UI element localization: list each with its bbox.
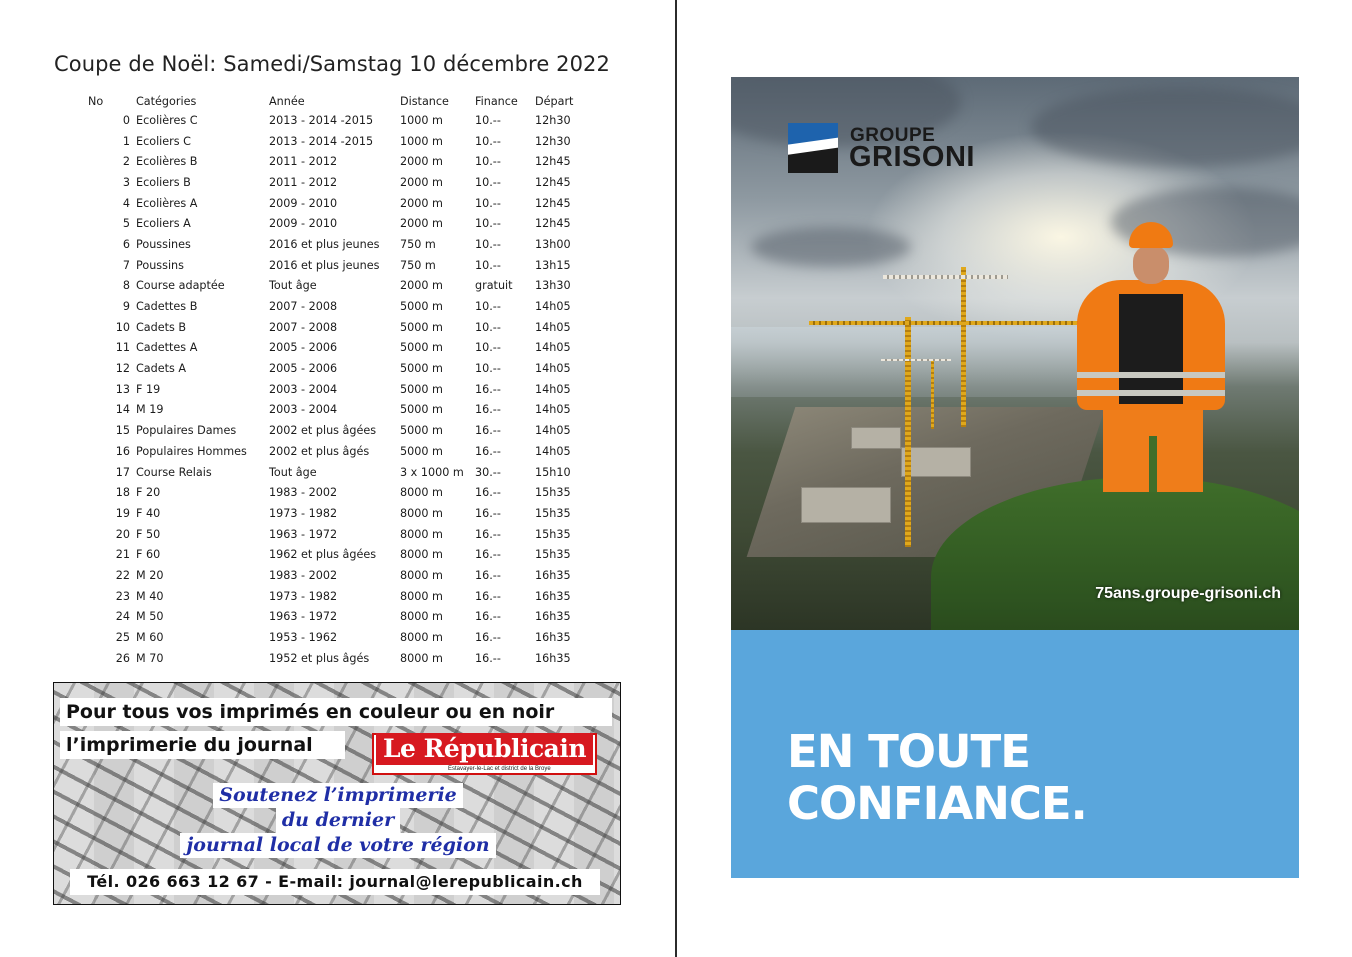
header-no: No	[88, 95, 104, 108]
table-row	[88, 462, 585, 483]
cell-category: Ecoliers C	[136, 134, 191, 148]
cell-distance: 8000 m	[400, 589, 443, 603]
table-row	[88, 213, 585, 234]
table-row	[88, 524, 585, 545]
cell-category: M 20	[136, 568, 164, 582]
ad-printing-text: Pour tous vos imprimés en couleur ou en noir	[60, 698, 612, 726]
cell-year: 2007 - 2008	[269, 300, 338, 314]
cell-no: 15	[115, 424, 130, 438]
cell-finance: 16.--	[475, 589, 501, 603]
cell-distance: 8000 m	[400, 548, 443, 562]
cell-finance: 16.--	[475, 506, 501, 520]
cell-year: Tout âge	[269, 279, 317, 293]
cell-finance: 16.--	[475, 527, 501, 541]
cell-no: 5	[122, 217, 130, 231]
cell-finance: 10.--	[475, 258, 501, 272]
cell-finance: 10.--	[475, 237, 501, 251]
cell-no: 7	[122, 258, 130, 272]
cell-no: 25	[115, 631, 130, 645]
cell-no: 24	[115, 610, 130, 624]
table-row	[88, 131, 585, 152]
cell-distance: 2000 m	[400, 217, 443, 231]
cell-no: 19	[115, 506, 130, 520]
cell-year: 1973 - 1982	[269, 506, 338, 520]
cell-distance: 8000 m	[400, 610, 443, 624]
table-row	[88, 482, 585, 503]
cell-no: 23	[115, 589, 130, 603]
cell-no: 26	[115, 651, 130, 665]
cell-finance: 16.--	[475, 382, 501, 396]
cell-no: 10	[115, 320, 130, 334]
cell-year: 2003 - 2004	[269, 403, 338, 417]
slogan-panel	[731, 630, 1299, 878]
cell-distance: 1000 m	[400, 134, 443, 148]
cell-departure: 15h35	[535, 506, 571, 520]
cell-no: 9	[122, 300, 130, 314]
cell-distance: 2000 m	[400, 175, 443, 189]
table-row	[88, 648, 585, 669]
cell-finance: 10.--	[475, 341, 501, 355]
cell-no: 11	[115, 341, 130, 355]
cell-finance: 10.--	[475, 362, 501, 376]
cell-year: 2005 - 2006	[269, 362, 338, 376]
cell-year: 2016 et plus jeunes	[269, 258, 380, 272]
table-header-row	[88, 93, 585, 110]
cell-category: Poussines	[136, 237, 191, 251]
cell-no: 20	[115, 527, 130, 541]
cell-finance: 16.--	[475, 631, 501, 645]
cell-no: 17	[115, 465, 130, 479]
table-row	[88, 255, 585, 276]
support-message	[108, 783, 568, 858]
grisoni-logo	[788, 123, 1018, 175]
construction-photo	[731, 77, 1299, 630]
cell-category: Cadets B	[136, 320, 187, 334]
cell-category: Course Relais	[136, 465, 212, 479]
cell-no: 6	[122, 237, 130, 251]
cell-finance: 30.--	[475, 465, 501, 479]
cell-finance: 16.--	[475, 610, 501, 624]
cell-year: 2005 - 2006	[269, 341, 338, 355]
worker-figure	[1061, 222, 1231, 492]
cell-category: Cadets A	[136, 362, 187, 376]
cell-no: 18	[115, 486, 130, 500]
cell-year: 1962 et plus âgées	[269, 548, 377, 562]
cell-category: Cadettes B	[136, 300, 198, 314]
slogan-line-2: CONFIANCE.	[787, 777, 1087, 830]
cell-finance: 10.--	[475, 300, 501, 314]
table-row	[88, 317, 585, 338]
table-row	[88, 338, 585, 359]
header-finance: Finance	[475, 95, 518, 108]
table-row	[88, 544, 585, 565]
cell-finance: 10.--	[475, 155, 501, 169]
cell-finance: 10.--	[475, 196, 501, 210]
header-categories: Catégories	[136, 95, 197, 108]
cell-no: 12	[115, 362, 130, 376]
cell-category: Populaires Hommes	[136, 444, 247, 458]
cell-finance: 16.--	[475, 403, 501, 417]
slogan-line-1: EN TOUTE	[787, 725, 1030, 778]
slogan	[787, 726, 1087, 830]
table-row	[88, 151, 585, 172]
cell-category: F 19	[136, 382, 161, 396]
cell-departure: 14h05	[535, 382, 571, 396]
cell-departure: 14h05	[535, 362, 571, 376]
cell-category: F 50	[136, 527, 161, 541]
table-row	[88, 110, 585, 131]
table-row	[88, 607, 585, 628]
cell-departure: 12h45	[535, 196, 571, 210]
support-line-3: journal local de votre région	[180, 833, 495, 858]
cell-departure: 14h05	[535, 300, 571, 314]
cell-distance: 750 m	[400, 237, 436, 251]
table-row	[88, 358, 585, 379]
cell-category: Ecolières C	[136, 113, 198, 127]
cell-year: 1952 et plus âgés	[269, 651, 370, 665]
cell-finance: 16.--	[475, 424, 501, 438]
cell-year: 2013 - 2014 -2015	[269, 113, 374, 127]
cell-year: 1963 - 1972	[269, 610, 338, 624]
cell-year: 2013 - 2014 -2015	[269, 134, 374, 148]
table-row	[88, 193, 585, 214]
republicain-logo-text: Le Républicain	[376, 733, 593, 765]
cell-departure: 16h35	[535, 651, 571, 665]
header-distance: Distance	[400, 95, 449, 108]
cell-category: Poussins	[136, 258, 184, 272]
cell-finance: 16.--	[475, 568, 501, 582]
cell-distance: 5000 m	[400, 300, 443, 314]
cell-departure: 13h00	[535, 237, 571, 251]
table-row	[88, 503, 585, 524]
republicain-ad	[53, 682, 621, 905]
grisoni-brand-line-1: GROUPE	[850, 125, 936, 146]
table-row	[88, 627, 585, 648]
page-title: Coupe de Noël: Samedi/Samstag 10 décembre 2022	[54, 52, 610, 76]
grisoni-logo-icon	[788, 123, 838, 173]
cell-distance: 1000 m	[400, 113, 443, 127]
cell-finance: 16.--	[475, 486, 501, 500]
grisoni-brand-line-2: GRISONI	[849, 141, 975, 173]
cell-distance: 5000 m	[400, 382, 443, 396]
cell-distance: 8000 m	[400, 506, 443, 520]
cell-distance: 2000 m	[400, 155, 443, 169]
cell-departure: 12h45	[535, 175, 571, 189]
cell-category: Ecoliers B	[136, 175, 191, 189]
cell-departure: 16h35	[535, 568, 571, 582]
ad-journal-text: l’imprimerie du journal	[60, 731, 345, 759]
cell-no: 22	[115, 568, 130, 582]
cell-category: Ecolières B	[136, 155, 198, 169]
table-row	[88, 565, 585, 586]
contact-info: Tél. 026 663 12 67 - E-mail: journal@lerepublicain.ch	[70, 869, 600, 895]
cell-departure: 14h05	[535, 341, 571, 355]
cell-departure: 16h35	[535, 610, 571, 624]
table-row	[88, 400, 585, 421]
cell-year: 1953 - 1962	[269, 631, 338, 645]
cell-departure: 12h45	[535, 217, 571, 231]
grisoni-url: 75ans.groupe-grisoni.ch	[1095, 585, 1281, 602]
cell-year: 1983 - 2002	[269, 486, 338, 500]
cell-year: 2011 - 2012	[269, 155, 338, 169]
cell-distance: 5000 m	[400, 341, 443, 355]
cell-category: F 40	[136, 506, 161, 520]
cell-category: M 70	[136, 651, 164, 665]
cell-finance: 16.--	[475, 444, 501, 458]
table-row	[88, 172, 585, 193]
cell-distance: 3 x 1000 m	[400, 465, 464, 479]
cell-category: Ecoliers A	[136, 217, 191, 231]
table-row	[88, 276, 585, 297]
cell-finance: 10.--	[475, 320, 501, 334]
cell-year: 2016 et plus jeunes	[269, 237, 380, 251]
cell-no: 14	[115, 403, 130, 417]
cell-category: M 19	[136, 403, 164, 417]
cell-distance: 5000 m	[400, 444, 443, 458]
republicain-logo	[372, 733, 597, 775]
cell-year: 1973 - 1982	[269, 589, 338, 603]
cell-departure: 13h15	[535, 258, 571, 272]
cell-year: 2009 - 2010	[269, 196, 338, 210]
cell-no: 13	[115, 382, 130, 396]
cell-departure: 12h45	[535, 155, 571, 169]
table-row	[88, 234, 585, 255]
cell-distance: 2000 m	[400, 279, 443, 293]
cell-departure: 14h05	[535, 444, 571, 458]
cell-distance: 5000 m	[400, 403, 443, 417]
cell-distance: 8000 m	[400, 631, 443, 645]
cell-distance: 5000 m	[400, 320, 443, 334]
cell-year: 2011 - 2012	[269, 175, 338, 189]
cell-distance: 8000 m	[400, 527, 443, 541]
cell-finance: 10.--	[475, 113, 501, 127]
cell-finance: 16.--	[475, 548, 501, 562]
cell-departure: 14h05	[535, 424, 571, 438]
cell-category: Cadettes A	[136, 341, 198, 355]
cell-year: Tout âge	[269, 465, 317, 479]
cell-no: 4	[122, 196, 130, 210]
header-year: Année	[269, 95, 305, 108]
cell-no: 16	[115, 444, 130, 458]
cell-distance: 8000 m	[400, 568, 443, 582]
cell-category: M 60	[136, 631, 164, 645]
cell-distance: 750 m	[400, 258, 436, 272]
cell-departure: 14h05	[535, 403, 571, 417]
cell-year: 1983 - 2002	[269, 568, 338, 582]
header-departure: Départ	[535, 95, 574, 108]
cell-no: 3	[122, 175, 130, 189]
support-line-2: du dernier	[276, 808, 400, 833]
cell-category: M 50	[136, 610, 164, 624]
cell-finance: 10.--	[475, 134, 501, 148]
page-divider	[675, 0, 677, 957]
table-row	[88, 420, 585, 441]
cell-finance: 10.--	[475, 217, 501, 231]
support-line-1: Soutenez l’imprimerie	[213, 783, 463, 808]
cell-year: 2009 - 2010	[269, 217, 338, 231]
table-row	[88, 441, 585, 462]
cell-category: Course adaptée	[136, 279, 225, 293]
cell-year: 1963 - 1972	[269, 527, 338, 541]
cell-no: 21	[115, 548, 130, 562]
republicain-logo-subtitle: Estavayer-le-Lac et district de la Broye	[448, 766, 551, 772]
cell-category: F 60	[136, 548, 161, 562]
cell-departure: 15h35	[535, 486, 571, 500]
cell-no: 1	[122, 134, 130, 148]
cell-distance: 5000 m	[400, 424, 443, 438]
cell-year: 2002 et plus âgées	[269, 424, 377, 438]
cell-finance: gratuit	[475, 279, 513, 293]
categories-table	[88, 93, 585, 669]
cell-departure: 13h30	[535, 279, 571, 293]
cell-departure: 16h35	[535, 589, 571, 603]
cell-departure: 16h35	[535, 631, 571, 645]
cell-departure: 14h05	[535, 320, 571, 334]
cell-category: F 20	[136, 486, 161, 500]
cell-category: M 40	[136, 589, 164, 603]
cell-no: 0	[122, 113, 130, 127]
cell-finance: 10.--	[475, 175, 501, 189]
table-row	[88, 586, 585, 607]
cell-distance: 2000 m	[400, 196, 443, 210]
table-row	[88, 379, 585, 400]
cell-departure: 15h35	[535, 548, 571, 562]
cell-finance: 16.--	[475, 651, 501, 665]
table-row	[88, 296, 585, 317]
table-body	[88, 110, 585, 669]
cell-departure: 15h35	[535, 527, 571, 541]
cell-category: Ecolières A	[136, 196, 198, 210]
cell-year: 2002 et plus âgés	[269, 444, 370, 458]
cell-distance: 8000 m	[400, 486, 443, 500]
cell-no: 2	[122, 155, 130, 169]
cell-departure: 12h30	[535, 113, 571, 127]
cell-year: 2007 - 2008	[269, 320, 338, 334]
cell-departure: 15h10	[535, 465, 571, 479]
cell-category: Populaires Dames	[136, 424, 237, 438]
cell-year: 2003 - 2004	[269, 382, 338, 396]
cell-distance: 8000 m	[400, 651, 443, 665]
cell-no: 8	[122, 279, 130, 293]
cell-departure: 12h30	[535, 134, 571, 148]
cell-distance: 5000 m	[400, 362, 443, 376]
